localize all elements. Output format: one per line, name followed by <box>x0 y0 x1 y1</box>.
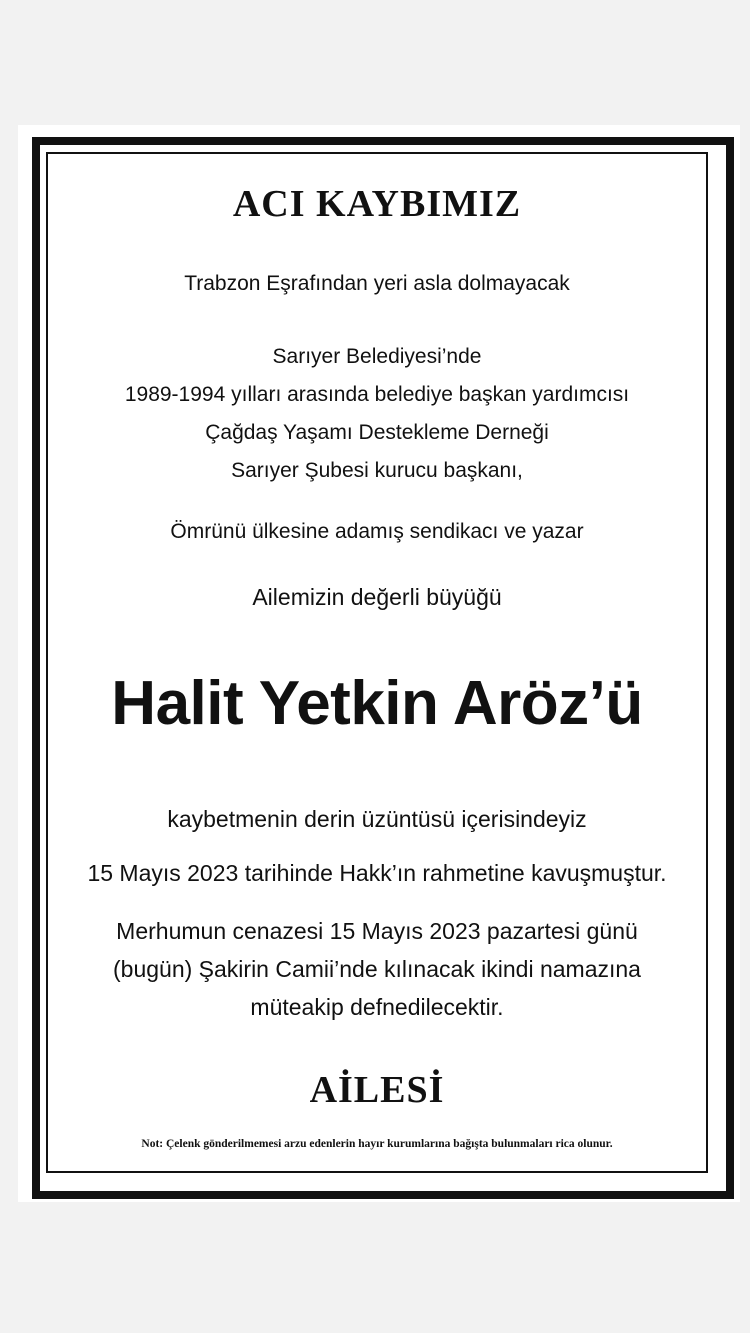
roles-block <box>48 338 706 490</box>
deceased-name: Halit Yetkin Aröz’ü <box>111 669 643 738</box>
role-line: Çağdaş Yaşamı Destekleme Derneği <box>205 421 549 444</box>
role-line: Sarıyer Belediyesi’nde <box>272 345 482 368</box>
grief-line: kaybetmenin derin üzüntüsü içerisindeyiz <box>167 806 587 832</box>
life-line: Ömrünü ülkesine adamış sendikacı ve yazar <box>170 520 584 543</box>
trabzon-line: Trabzon Eşrafından yeri asla dolmayacak <box>184 272 570 295</box>
funeral-block <box>48 912 706 1026</box>
role-line: 1989-1994 yılları arasında belediye başkan yardımcısı <box>124 383 630 406</box>
role-line: Sarıyer Şubesi kurucu başkanı, <box>231 459 523 482</box>
funeral-line: (bugün) Şakirin Camii’nde kılınacak ikindi namazına <box>113 956 641 982</box>
funeral-line: Merhumun cenazesi 15 Mayıs 2023 pazartesi günü <box>116 918 638 944</box>
family-line: Ailemizin değerli büyüğü <box>252 584 502 610</box>
date-line: 15 Mayıs 2023 tarihinde Hakk’ın rahmetine kavuşmuştur. <box>87 860 667 886</box>
footnote: Not: Çelenk gönderilmemesi arzu edenlerin hayır kurumlarına bağışta bulunmaları rica olunur. <box>141 1138 613 1150</box>
notice-heading: ACI KAYBIMIZ <box>232 183 522 225</box>
funeral-line: müteakip defnedilecektir. <box>250 994 504 1020</box>
signature: AİLESİ <box>309 1069 445 1111</box>
